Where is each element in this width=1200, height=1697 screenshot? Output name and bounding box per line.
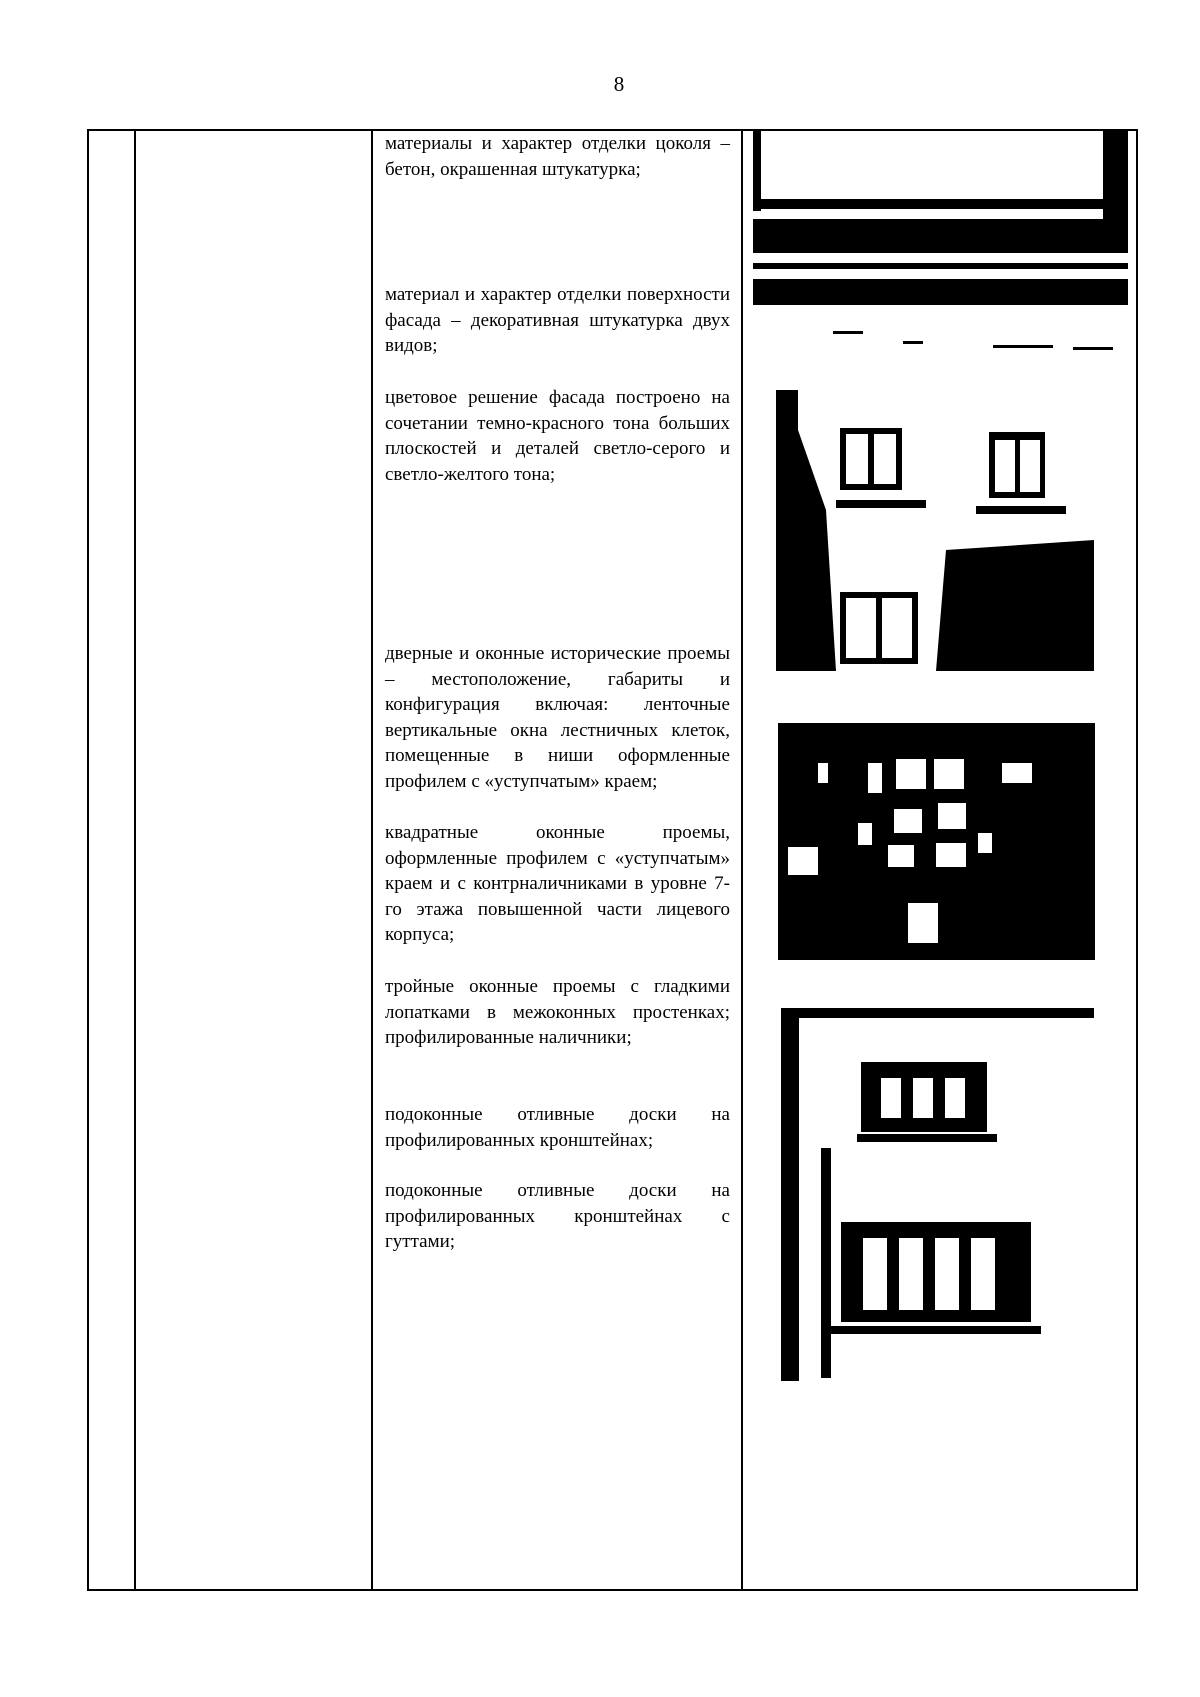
column-divider (371, 131, 373, 1589)
paragraph-color-scheme: цветовое решение фасада построено на сочетании темно-красного тона больших плоскостей и деталей светло-серого и светло-желтого тона; (385, 387, 730, 485)
paragraph-sills-guttae: подоконные отливные доски на профилированных кронштейнах с гуттами; (385, 1180, 730, 1253)
stair-windows-photo (778, 723, 1095, 960)
paragraph-openings: дверные и оконные исторические проемы – местоположение, габариты и конфигурация включая: ленточные вертикальные окна лестничных клеток, помещенные в ниши оформленные профилем с «уступчатым» краем; (385, 643, 730, 792)
paragraph-facade-finish: материал и характер отделки поверхности фасада – декоративная штукатурка двух видов; (385, 284, 730, 357)
paragraph-plinth: материалы и характер отделки цоколя – бетон, окрашенная штукатурка; (385, 133, 730, 180)
paragraph-triple-windows: тройные оконные проемы с гладкими лопатками в межоконных простенках; профилированные наличники; (385, 976, 730, 1049)
column-divider (134, 131, 136, 1589)
triple-windows-photo (781, 1008, 1094, 1381)
column-divider (741, 131, 743, 1589)
paragraph-square-windows: квадратные оконные проемы, оформленные профилем с «уступчатым» краем и с контрналичниками в уровне 7-го этажа повышенной части лицевого корпуса; (385, 822, 730, 946)
facade-color-photo (776, 390, 1094, 671)
paragraph-sills: подоконные отливные доски на профилированных кронштейнах; (385, 1104, 730, 1151)
page-number: 8 (613, 72, 625, 96)
heritage-table (87, 129, 1138, 1591)
plinth-photo (753, 131, 1128, 351)
